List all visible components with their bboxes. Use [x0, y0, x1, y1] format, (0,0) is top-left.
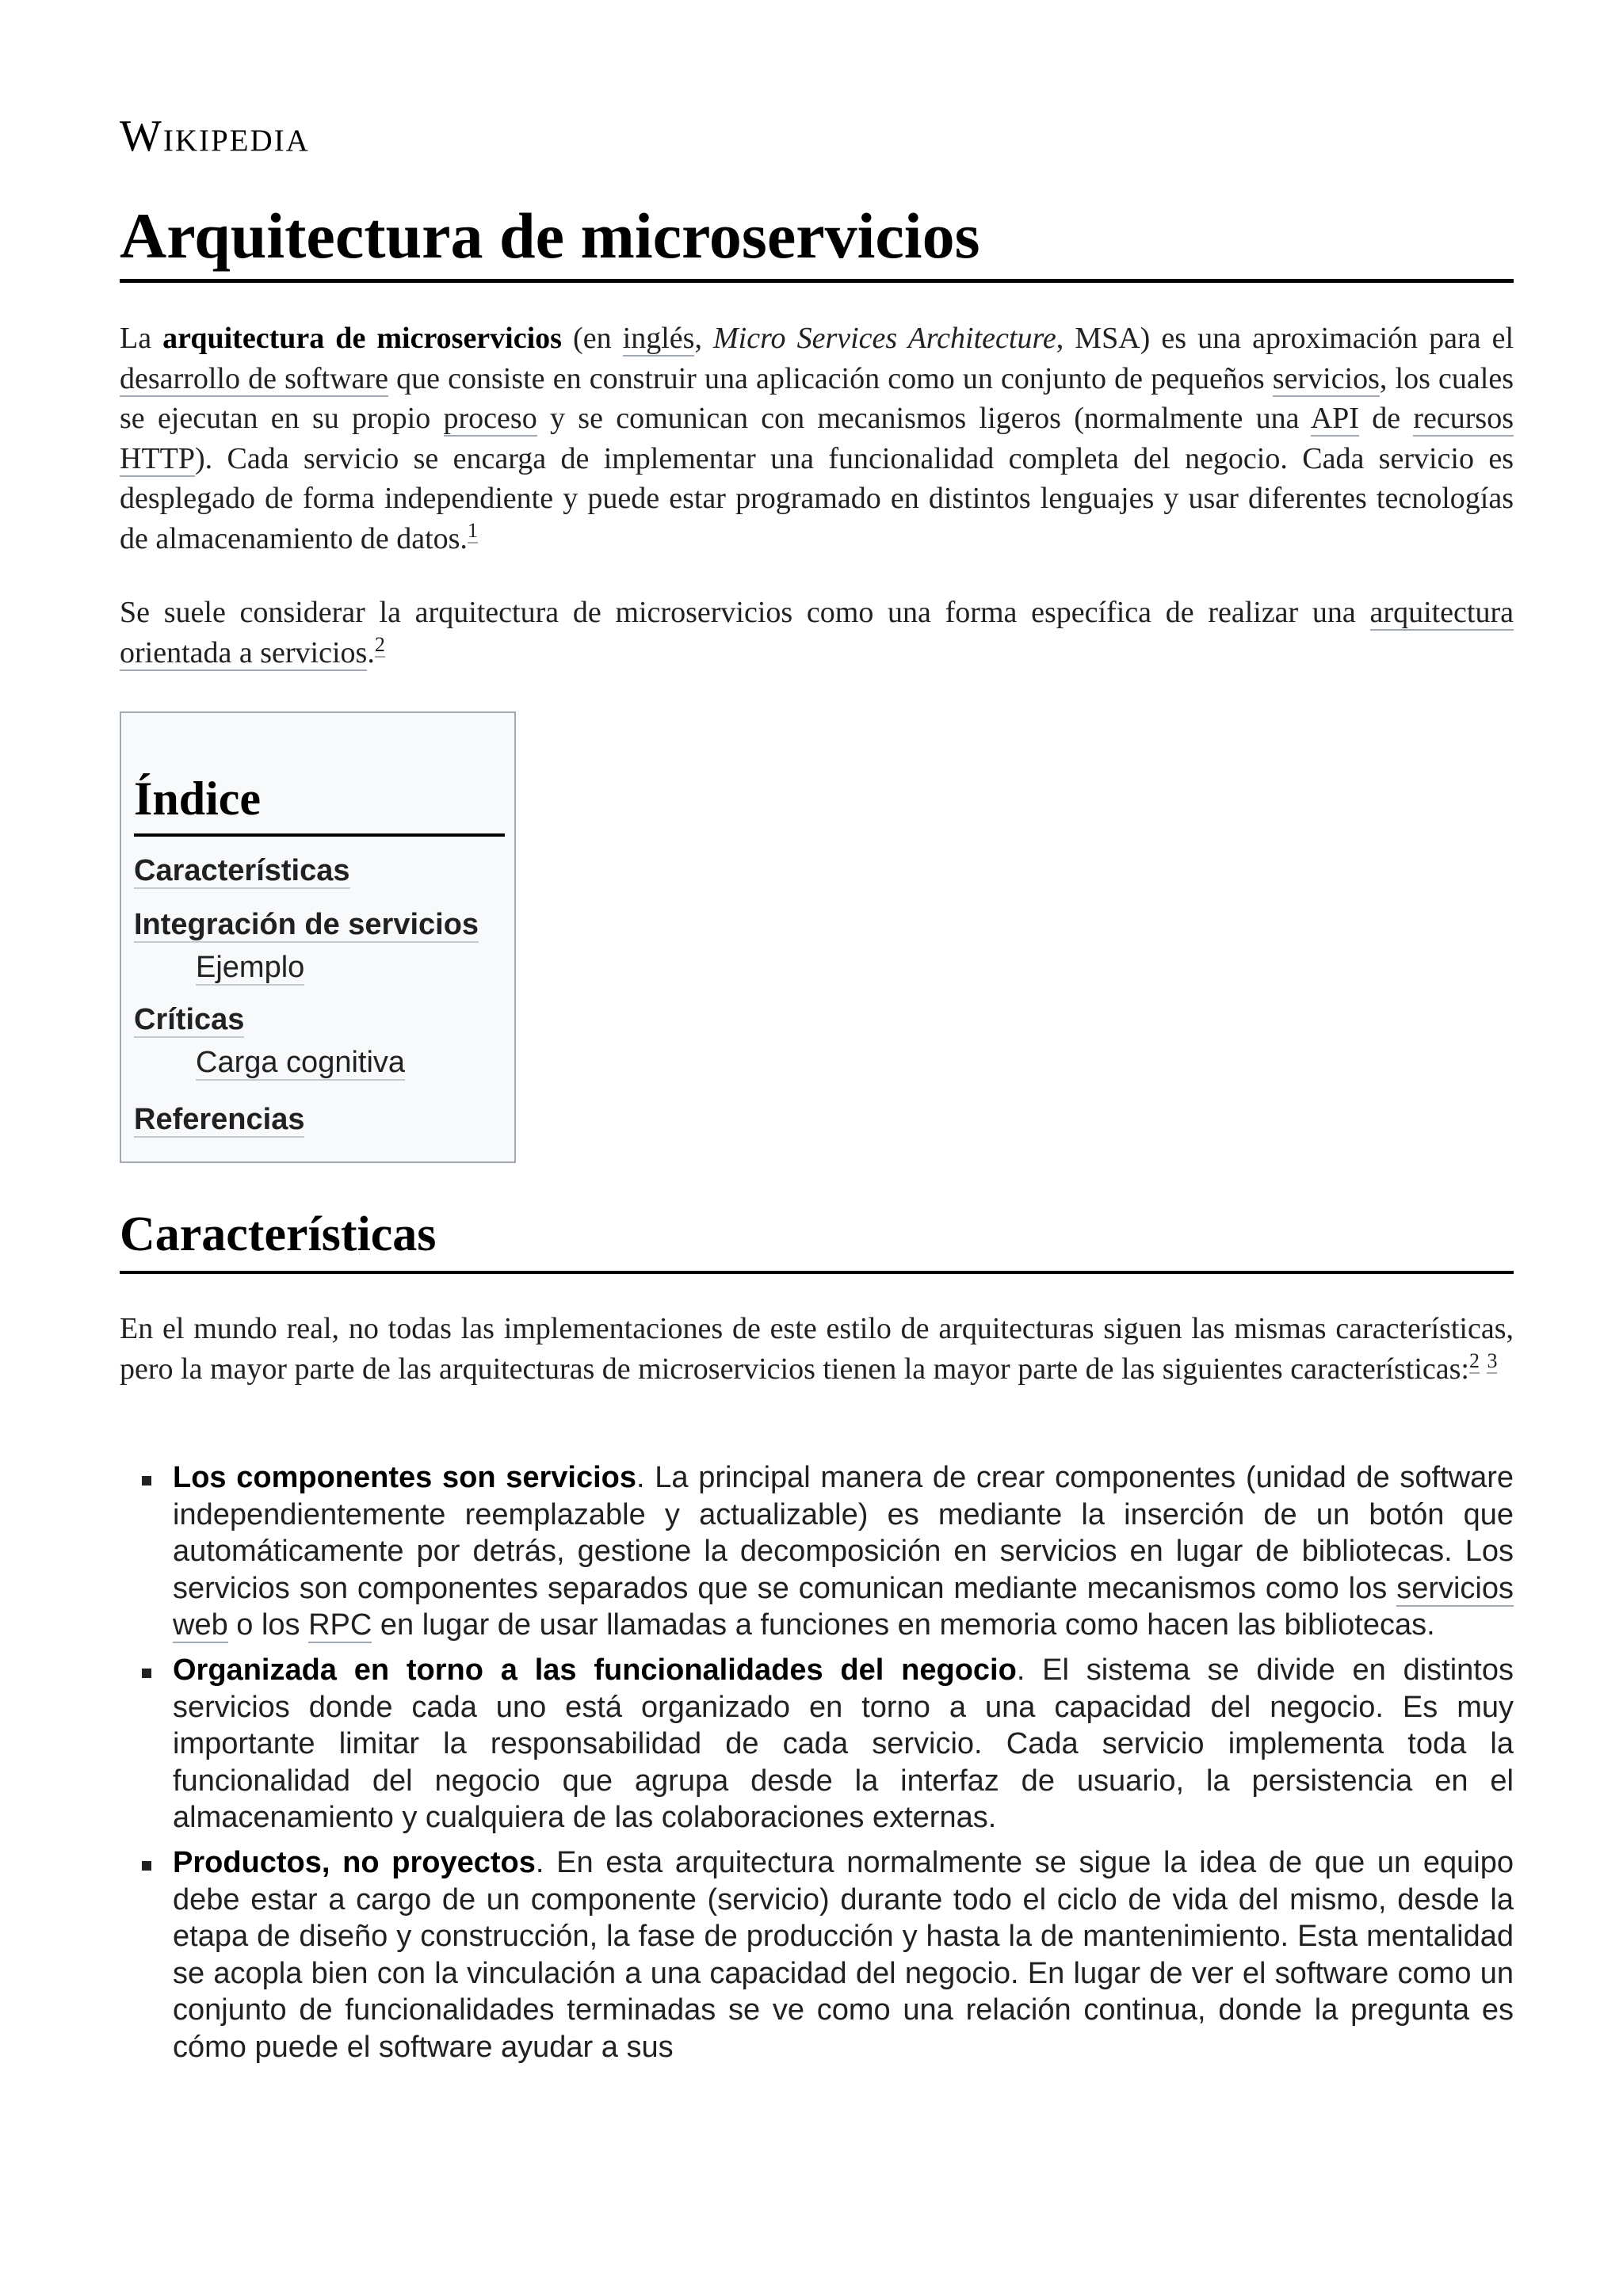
reference-1[interactable]: 1	[467, 518, 478, 542]
reference-3[interactable]: 3	[1487, 1348, 1498, 1372]
link-rpc[interactable]: RPC	[308, 1608, 372, 1642]
intro-paragraph-1: La arquitectura de microservicios (en inglés, Micro Services Architecture, MSA) es una aproximación para el desarrollo de software que consiste en construir una aplicación como un conjunto de pequeños servicios, los cuales se ejecutan en su propio proceso y se comunican con mecanismos ligeros (normalmente una API de recursos HTTP). Cada servicio se encarga de implementar una funcionalidad completa del negocio. Cada servicio es desplegado de forma independiente y puede estar programado en distintos lenguajes y usar diferentes tecnologías de almacenamiento de datos.$^1$	[120, 322, 1514, 555]
section-intro-paragraph: En el mundo real, no todas las implementaciones de este estilo de arquitecturas siguen las mismas características, pero la mayor parte de las arquitecturas de microservicios tienen la mayor parte de las siguientes características:$^2$ $^3$	[120, 1312, 1514, 1386]
link-proceso[interactable]: proceso	[443, 402, 537, 435]
characteristics-list	[120, 1459, 1514, 2074]
toc-item-ejemplo[interactable]: Ejemplo	[196, 951, 305, 984]
section-heading-caracteristicas: Características	[120, 1204, 1514, 1274]
list-item: Los componentes son servicios. La principal manera de crear componentes (unidad de software independientemente reemplazable y actualizable) es mediante la inserción de un botón que automáticamente por detrás, gestione la decomposición en servicios en lugar de bibliotecas. Los servicios son componentes separados que se comunican mediante mecanismos como los servicios web o los RPC en lugar de usar llamadas a funciones en memoria como hacen las bibliotecas.	[120, 1459, 1514, 1644]
intro-paragraph-2: Se suele considerar la arquitectura de microservicios como una forma específica de realizar una arquitectura orientada a servicios.$^2$	[120, 596, 1514, 669]
table-of-contents	[120, 711, 516, 1163]
toc-item-caracteristicas[interactable]: Características	[134, 854, 350, 887]
list-item: Productos, no proyectos. En esta arquitectura normalmente se sigue la idea de que un equipo debe estar a cargo de un componente (servicio) durante todo el ciclo de vida del mismo, desde la etapa de diseño y construcción, la fase de producción y hasta la de mantenimiento. Esta mentalidad se acopla bien con la vinculación a una capacidad del negocio. En lugar de ver el software como un conjunto de funcionalidades terminadas se ve como una relación continua, donde la pregunta es cómo puede el software ayudar a sus	[120, 1844, 1514, 2066]
reference-2[interactable]: 2	[374, 632, 385, 656]
page-title: Arquitectura de microservicios	[120, 198, 1514, 283]
toc-item-carga-cognitiva[interactable]: Carga cognitiva	[196, 1046, 406, 1079]
reference-2b[interactable]: 2	[1468, 1348, 1480, 1372]
link-servicios[interactable]: servicios	[1272, 361, 1380, 395]
toc-item-integracion-de-servicios[interactable]: Integración de servicios	[134, 908, 479, 941]
link-servicios-web[interactable]: servicios web	[173, 1571, 1514, 1642]
wikipedia-logo[interactable]: Wikipedia	[120, 112, 310, 161]
toc-title: Índice	[134, 769, 505, 837]
link-desarrollo-de-software[interactable]: desarrollo de software	[120, 361, 388, 395]
toc-item-referencias[interactable]: Referencias	[134, 1103, 305, 1136]
link-recursos-http[interactable]: recursos HTTP	[120, 402, 1514, 475]
link-arquitectura-orientada-a-servicios[interactable]: arquitectura orientada a servicios	[120, 596, 1514, 669]
list-item: Organizada en torno a las funcionalidades del negocio. El sistema se divide en distintos servicios donde cada uno está organizado en torno a una capacidad del negocio. Es muy importante limitar la responsabilidad de cada servicio. Cada servicio implementa toda la funcionalidad del negocio que agrupa desde la interfaz de usuario, la persistencia en el almacenamiento y cualquiera de las colaboraciones externas.	[120, 1652, 1514, 1836]
link-api[interactable]: API	[1310, 402, 1359, 435]
italic-term: Micro Services Architecture	[713, 322, 1056, 355]
link-ingles[interactable]: inglés	[622, 322, 695, 355]
toc-item-criticas[interactable]: Críticas	[134, 1003, 245, 1036]
bold-term: arquitectura de microservicios	[162, 322, 562, 355]
